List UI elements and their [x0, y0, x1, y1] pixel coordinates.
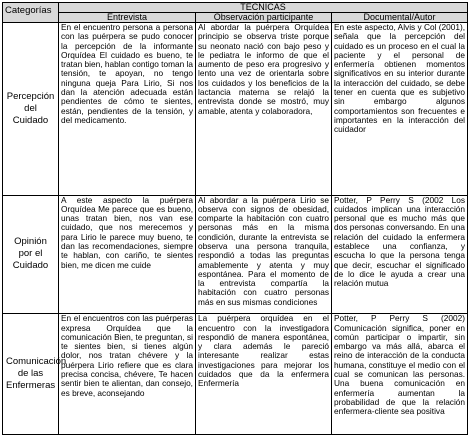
table-row-opinion: [3, 195, 468, 314]
category-cell: Opinión por el Cuidado: [3, 195, 59, 314]
documental-cell: Potter, P Perry S (2002 Los cuidados implican una interacción personal que es mucho más que dos personas conversando. En una relación del cuidado la enfermera establece una confianza, y escucha lo que la persona tenga que decir, escuchar el significado de lo dice le ayuda a crear una relación mutua: [332, 195, 468, 314]
table-row-comunicacion: [3, 314, 468, 435]
entrevista-cell: En el encuentro persona a persona con las puérpera se pudo conocer la percepción de la informante Orquídea El cuidado es bueno, te tratan bien, hablan contigo toman la tensión, te apoyan, no tengo ninguna queja Para Lirio, Si nos dan la atención adecuada están pendientes de cómo te sientes, están, pendientes de la tensión, y del medicamento.: [59, 23, 196, 196]
header-documental: Documental/Autor: [332, 13, 468, 23]
entrevista-cell: En el encuentros con las puérperas expresa Orquídea que la comunicación Bien, te preguntan, si te sientes bien, si tienes algún dolor, nos tratan chévere y la puérpera Lirio refiere que es clara precisa concisa, chévere, Te hacen sentir bien te alientan, dan consejo, es breve, aconsejando: [59, 314, 196, 435]
table-row-percepcion: [3, 23, 468, 196]
techniques-table-container: [2, 2, 467, 435]
documental-cell: En este aspecto, Alvis y Col (2001), señala que la percepción del cuidado es un proceso en el cual la paciente y el personal de enfermería obtienen momentos significativos en su interior durante la interacción del cuidado, se debe tener en cuenta que es subjetivo sin embargo algunos comportamientos son frecuentes e importantes en la interacción del cuidador: [332, 23, 468, 196]
documental-cell: Potter, P Perry S (2002) Comunicación significa, poner en común participar o impartir, sin embargo va más allá, abarca el reino de interacción de la conducta humana, constituye el medio con el cual se comunican las personas. Una buena comunicación en enfermería aumentan la probabilidad de que la relación enfermera-cliente sea positiva: [332, 314, 468, 435]
header-entrevista: Entrevista: [59, 13, 196, 23]
entrevista-cell: A este aspecto la puérpera Orquídea Me parece que es bueno, unas tratan bien, nos van ese cuidado, que nos merecemos y para Lirio le parece muy bueno, te dan las recomendaciones, siempre te hablan, con cariño, te sientes bien, me dicen me cuide: [59, 195, 196, 314]
category-cell: Percepción del Cuidado: [3, 23, 59, 196]
category-cell: Comunicación de las Enfermeras: [3, 314, 59, 435]
observacion-cell: Al abordar la puérpera Orquídea principio se observa triste porque su neonato nació con bajo peso y le pediatra le informo de que el aumento de peso era progresivo y lento una vez de orientarla sobre los cuidados y los beneficios de la lactancia materna se relajó la entrevista donde se mostró, muy amable, atenta y colaboradora,: [196, 23, 332, 196]
header-tecnicas: TECNICAS: [59, 3, 468, 13]
header-categorias: Categorías: [3, 3, 59, 23]
header-observacion: Observación participante: [196, 13, 332, 23]
techniques-table: [2, 2, 468, 435]
observacion-cell: La puérpera orquídea en el encuentro con la investigadora respondió de manera espontánea, y clara además le pareció interesante realizar estas investigaciones para mejorar los cuidados que da la enfermera Enfermería: [196, 314, 332, 435]
observacion-cell: Al abordar a la puérpera Lirio se observa con signos de obesidad, comparte la habitación con cuatro personas más en la misma condición, durante la entrevista se observa una persona tranquila, respondió a todas las preguntas amablemente y atenta y muy espontánea. Para el momento de la entrevista compartía la habitación con cuatro personas más en sus mismas condiciones: [196, 195, 332, 314]
